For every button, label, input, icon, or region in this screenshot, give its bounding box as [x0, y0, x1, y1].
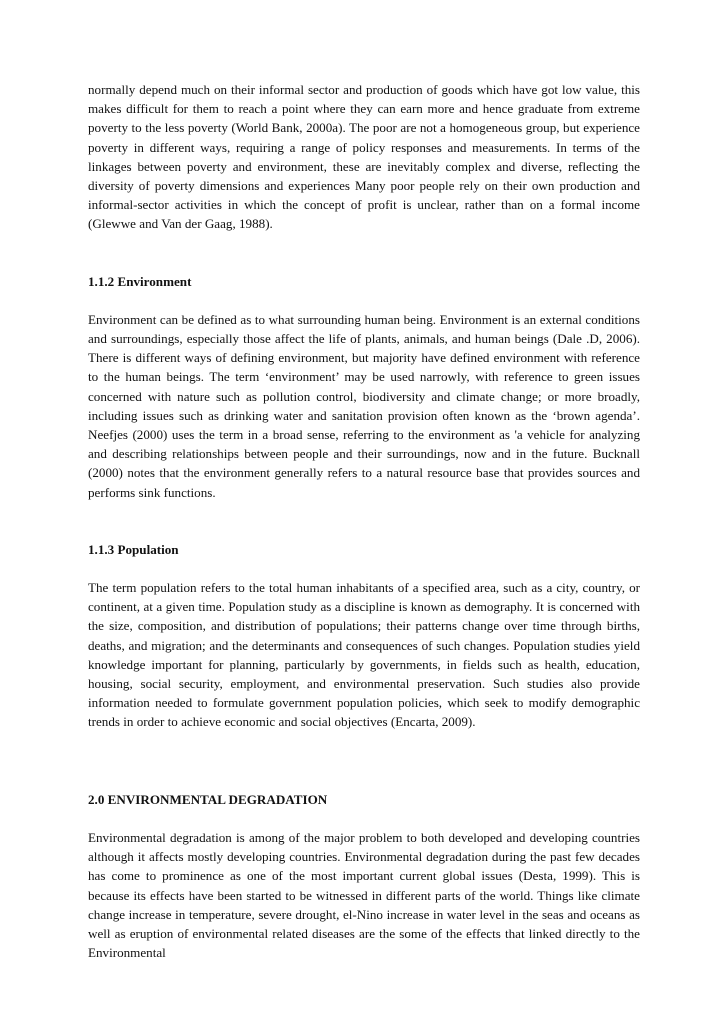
- environment-heading: 1.1.2 Environment: [88, 273, 192, 289]
- population-paragraph: The term population refers to the total human inhabitants of a specified area, such as a city, country, or continent, at a given time. Population study as a discipline is known as demography. It is concerned with the size, composition, and distribution of populations; their patterns change over time through births, deaths, and migration; and the determinants and consequences of such changes. Population studies yield knowledge important for planning, particularly by governments, in fields such as health, education, housing, social security, employment, and environmental preservation. Such studies also provide information needed to formulate government population policies, which seek to modify demographic trends in order to achieve economic and social objectives (Encarta, 2009).: [88, 580, 640, 730]
- population-heading: 1.1.3 Population: [88, 541, 179, 557]
- degradation-heading: 2.0 ENVIRONMENTAL DEGRADATION: [88, 791, 328, 807]
- document-page: [88, 80, 640, 962]
- degradation-paragraph: Environmental degradation is among of the major problem to both developed and developing countries although it affects mostly developing countries. Environmental degradation during the past few decades has come to prominence as one of the most important current global issues (Desta, 1999). This is because its effects have been started to be witnessed in different parts of the world. Things like climate change increase in temperature, severe drought, el-Nino increase in water level in the seas and oceans as well as eruption of environmental related diseases are the some of the effects that linked directly to the Environmental: [88, 829, 640, 961]
- intro-paragraph: normally depend much on their informal sector and production of goods which have got low value, this makes difficult for them to reach a point where they can earn more and hence graduate from extreme poverty to the less poverty (World Bank, 2000a). The poor are not a homogeneous group, but experience poverty in different ways, requiring a range of policy responses and measurements. In terms of the linkages between poverty and environment, these are inevitably complex and diverse, reflecting the diversity of poverty dimensions and experiences Many poor people rely on their own production and informal-sector activities in which the concept of profit is unclear, rather than on a formal income (Glewwe and Van der Gaag, 1988).: [88, 82, 640, 232]
- environment-paragraph: Environment can be defined as to what surrounding human being. Environment is an external conditions and surroundings, especially those affect the life of plants, animals, and human beings (Dale .D, 2006). There is different ways of defining environment, but majority have defined environment with reference to the human beings. The term ‘environment’ may be used narrowly, with reference to green issues concerned with nature such as pollution control, biodiversity and climate change; or more broadly, including issues such as drinking water and sanitation provision often known as the ‘brown agenda’. Neefjes (2000) uses the term in a broad sense, referring to the environment as 'a vehicle for analyzing and describing relationships between people and their surroundings, now and in the future. Bucknall (2000) notes that the environment generally refers to a natural resource base that provides sources and performs sink functions.: [88, 311, 640, 500]
